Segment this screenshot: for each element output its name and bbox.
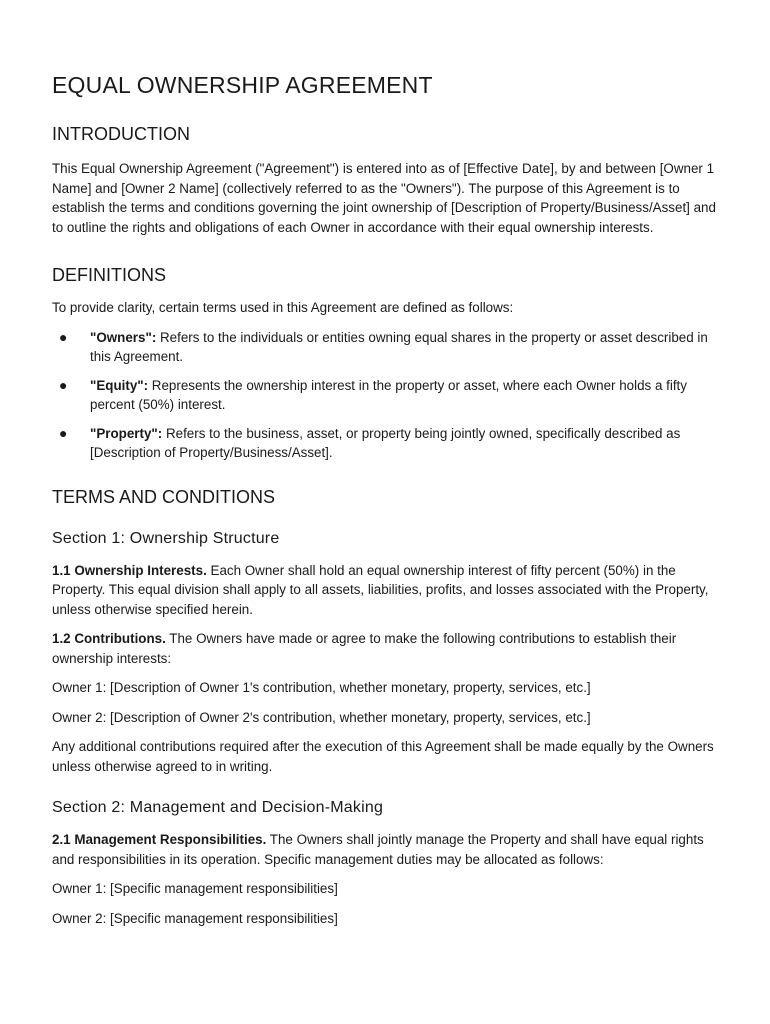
section-1-2-paragraph <box>52 629 724 668</box>
owner-2-contribution: Owner 2: [Description of Owner 2's contribution, whether monetary, property, services, etc.] <box>52 709 591 725</box>
introduction-paragraph: This Equal Ownership Agreement ("Agreement") is entered into as of [Effective Date], by and between [Owner 1 Name] and [Owner 2 Name] (collectively referred to as the "Owners"). The purpose of this Agreement is to establish the terms and conditions governing the joint ownership of [Description of Property/Business/Asset] and to outline the rights and obligations of each Owner in accordance with their equal ownership interests. <box>52 161 716 235</box>
definition-text: Represents the ownership interest in the property or asset, where each Owner holds a fifty percent (50%) interest. <box>90 377 687 412</box>
clause-label: 2.1 Management Responsibilities. <box>52 832 267 847</box>
definitions-heading: DEFINITIONS <box>52 265 167 285</box>
section-1-1-paragraph <box>52 561 724 620</box>
definitions-list <box>52 328 724 463</box>
list-item <box>52 328 724 367</box>
definition-term: "Property": <box>90 425 163 441</box>
bullet-icon: ● <box>59 424 68 441</box>
clause-text: Each Owner shall hold an equal ownership interest of fifty percent (50%) in the Property. This equal division shall apply to all assets, liabilities, profits, and losses associated with the Property, unless otherwise specified herein. <box>52 562 709 617</box>
definition-text: Refers to the business, asset, or property being jointly owned, specifically described as [Description of Property/Business/Asset]. <box>90 425 681 460</box>
additional-contributions: Any additional contributions required after the execution of this Agreement shall be made equally by the Owners unless otherwise agreed to in writing. <box>52 739 714 774</box>
bullet-icon: ● <box>59 328 68 345</box>
owner-2-responsibilities: Owner 2: [Specific management responsibilities] <box>52 910 338 926</box>
section-2-heading: Section 2: Management and Decision-Making <box>52 799 384 816</box>
terms-heading: TERMS AND CONDITIONS <box>52 486 276 507</box>
definition-term: "Equity": <box>90 377 149 393</box>
clause-text: The Owners have made or agree to make the following contributions to establish their ownership interests: <box>52 631 677 666</box>
owner-1-responsibilities: Owner 1: [Specific management responsibilities] <box>52 881 338 896</box>
section-2-1-paragraph <box>52 830 724 869</box>
section-1-heading: Section 1: Ownership Structure <box>52 529 280 547</box>
document-page <box>52 70 724 928</box>
introduction-heading: INTRODUCTION <box>52 124 190 144</box>
clause-label: 1.2 Contributions. <box>52 631 166 646</box>
list-item <box>52 376 724 415</box>
clause-text: The Owners shall jointly manage the Property and shall have equal rights and responsibilities in its operation. Specific management duties may be allocated as follows: <box>52 832 704 867</box>
bullet-icon: ● <box>59 376 68 393</box>
definitions-intro: To provide clarity, certain terms used in this Agreement are defined as follows: <box>52 300 514 315</box>
list-item <box>52 424 724 463</box>
definition-term: "Owners": <box>90 329 157 345</box>
owner-1-contribution: Owner 1: [Description of Owner 1's contribution, whether monetary, property, services, etc.] <box>52 680 591 695</box>
clause-label: 1.1 Ownership Interests. <box>52 562 207 578</box>
document-title: EQUAL OWNERSHIP AGREEMENT <box>52 72 433 98</box>
definition-text: Refers to the individuals or entities owning equal shares in the property or asset described in this Agreement. <box>90 329 708 364</box>
